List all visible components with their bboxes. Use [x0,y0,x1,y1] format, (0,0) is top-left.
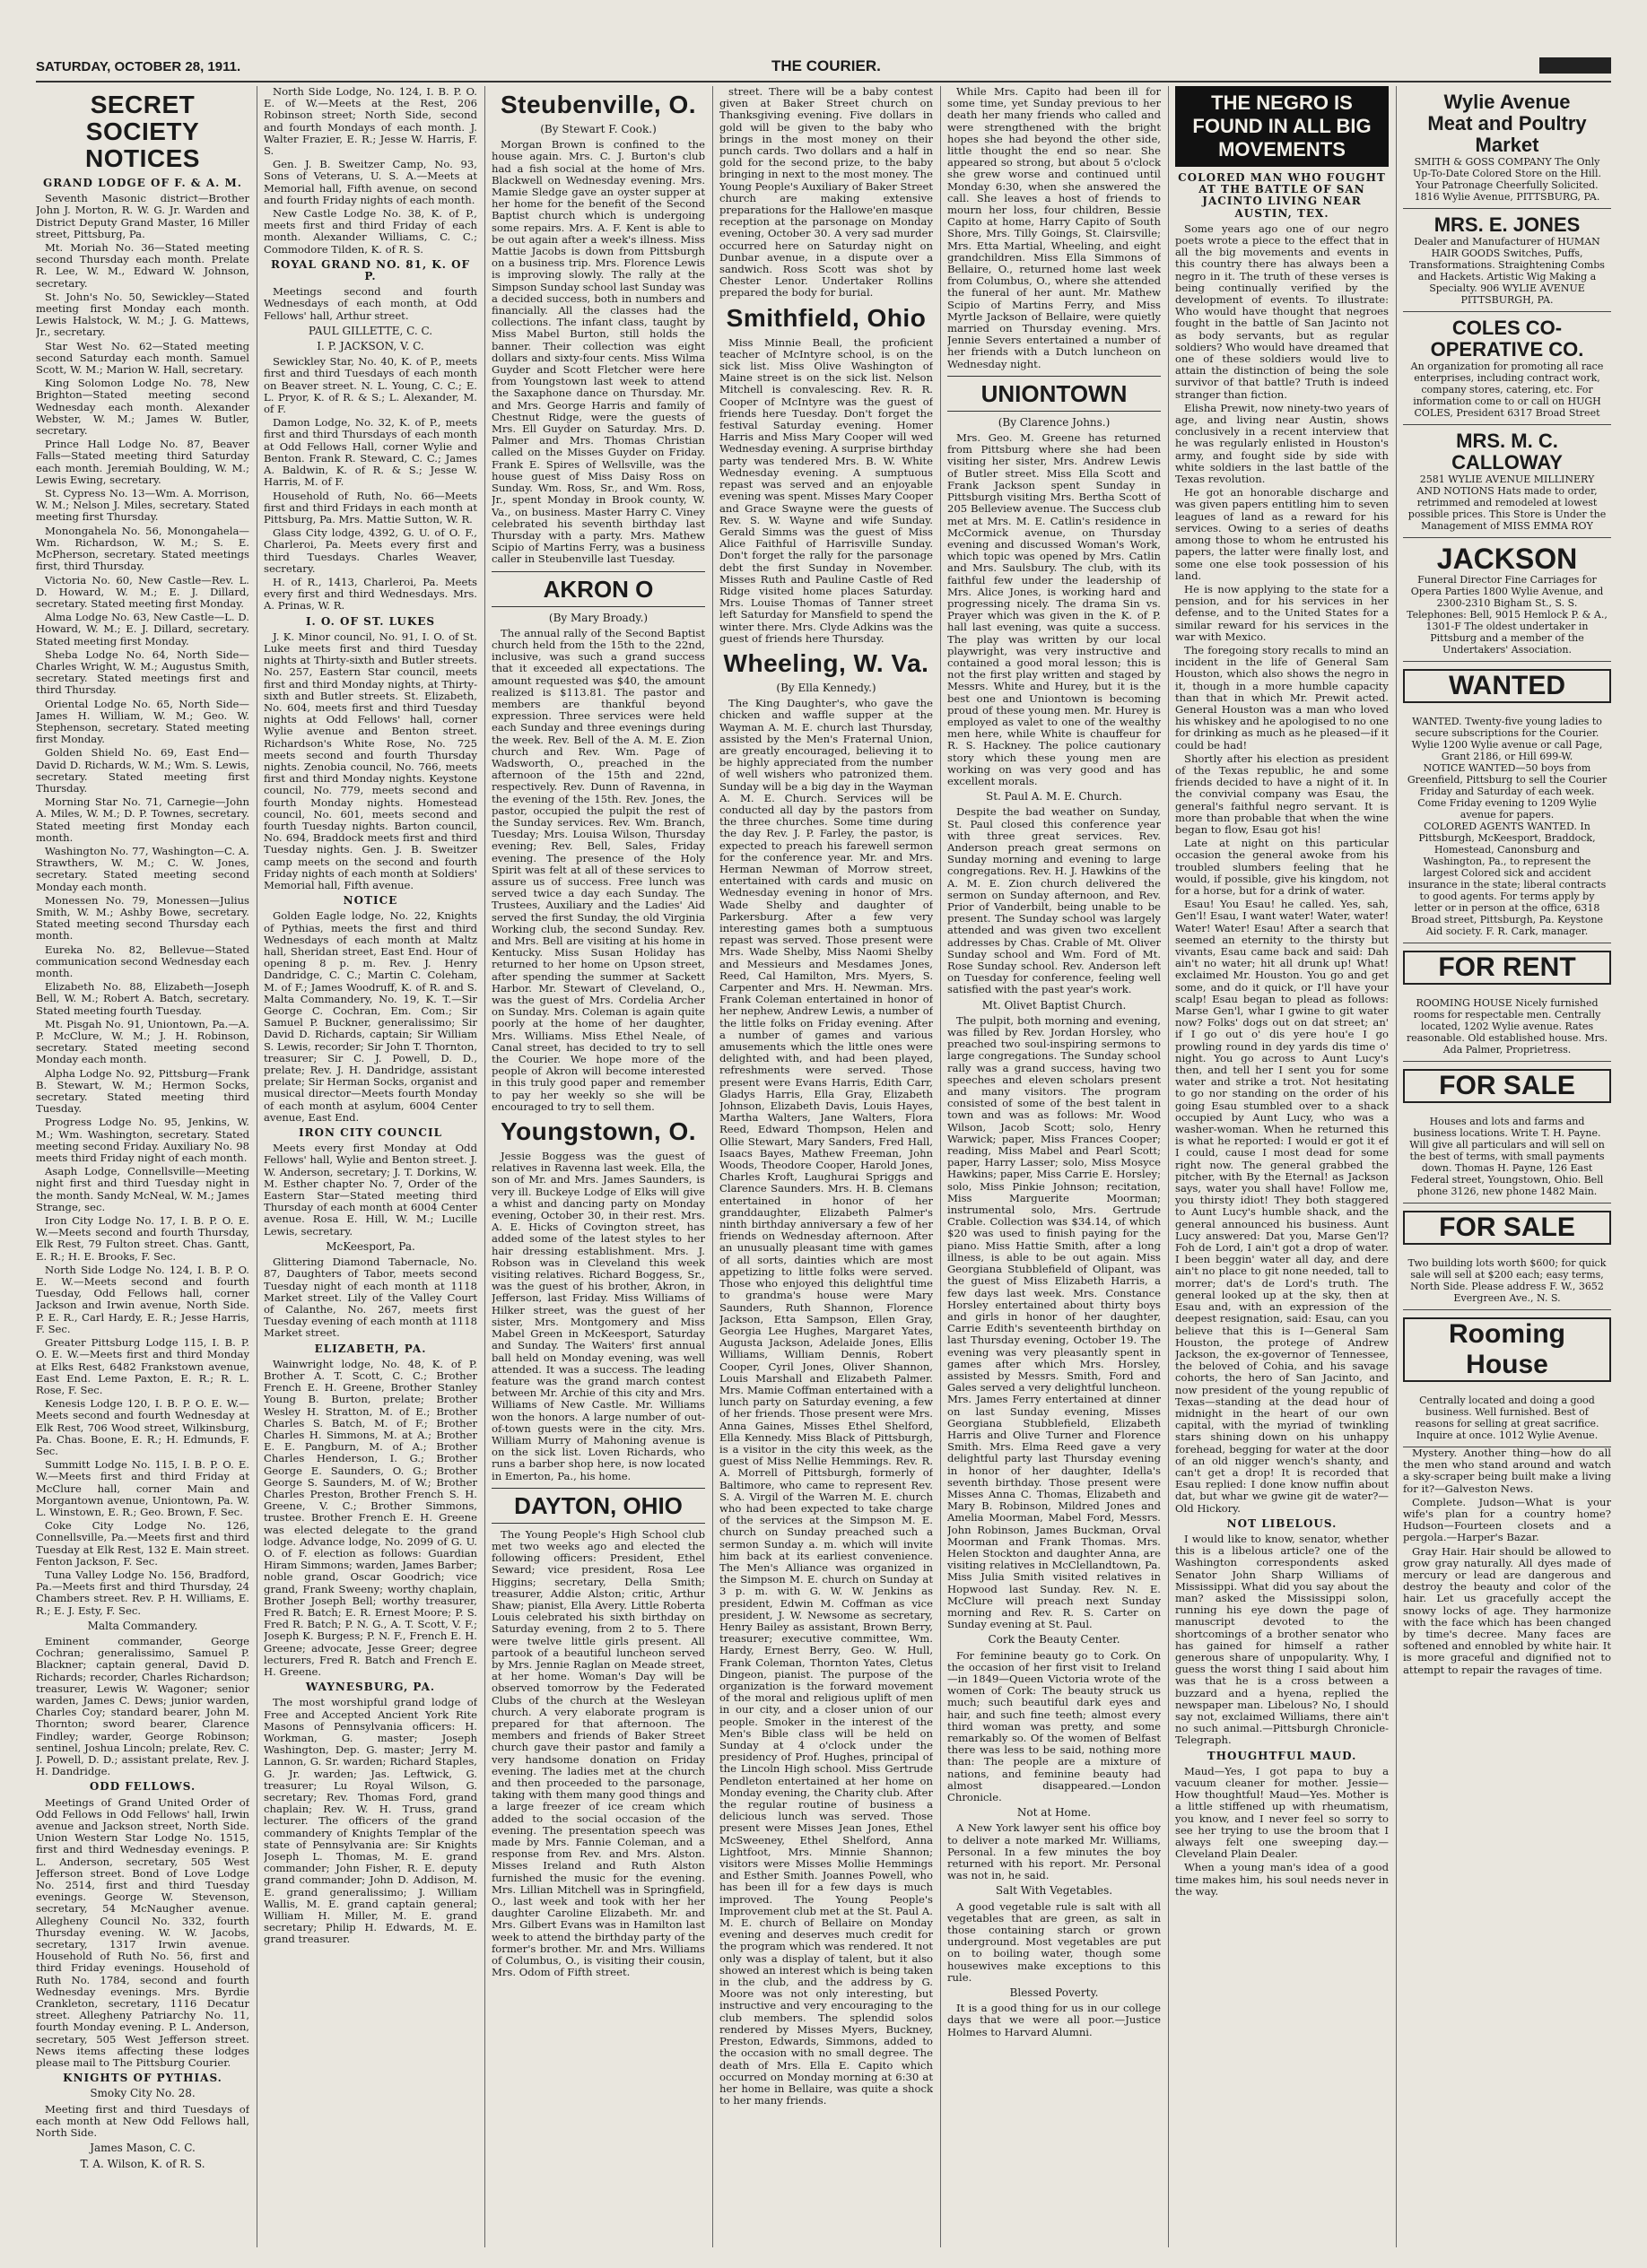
paper-name: THE COURIER. [771,57,881,74]
wanted-heading: WANTED [1403,669,1611,703]
wheeling-paragraph: The King Daughter's, who gave the chicken and waffle supper at the Wayman A. M. E. church last Thursday, assisted by the Men's Fraternal Union, are greatly encouraged, believing it to be highly appreciated from the number of well wishers who patronized them. Sunday will be a big day in the Wayman A. M. E. Church. Services will be conducted all day by the pastors from the three churches. Some time during the day Rev. J. P. Farley, the pastor, is expected to preach his farewell sermon for the conference year. Mr. and Mrs. Herman Newman of Morrow street, entertained with cards and music on Wednesday evening in honor of Mrs. Wade Shelby and daughter of Parkersburg. After a few very interesting games both a sumptuous repast was served. Those present were Mrs. Wade Shelby, Miss Naomi Shelby and Messieurs and Mesdames Jones, Reed, Cal Hamilton, Mrs. Myers, S. Carpenter and Mrs. H. Newman. Mrs. Frank Coleman entertained in honor of her nephew, Andrew Lewis, a number of the little folks on Friday evening. After a number of games and various amusements which the little ones were delighted with, and had been played, refreshments were served. Those present were Evans Harris, Edith Carr, Gladys Harris, Ella Gray, Elizabeth Johnson, Elizabeth Davis, Louis Hayes, Martha Walters, Jane Walters, Flora Reed, Edward Thompson, Helen and Ollie Stewart, Mary Sanders, Fred Hall, Isaacs Bayes, Mathew Freeman, John Woods, Theodore Cooper, Harold Jones, Charles Kroft, Laughurai Spriggs and Clarence Saunders. Mrs. H. B. Clemans entertained in honor of her granddaughter, Elizabeth Palmer's ninth birthday anniversary a few of her friends on Wednesday afternoon. After an unusually pleasant time with games of all sorts, dainties which are most appetizing to little folks were served. Those who enjoyed this delightful time to grandma's house were Mary Saunders, Ruth Shannon, Florence Jackson, Etta Sampson, Ellen Gray, Georgia Lee Hughes, Margaret Yates, Augusta Jackson, Adelaide Jones, Ellis Williams, William Dennis, Robert Cooper, Cyril Jones, Oliver Shannon, Louis Marshall and Elizabeth Palmer. Mrs. Mamie Coffman entertained with a lunch party on Saturday evening, a few of her friends. Those present were Mrs. Anna Gaines, Misses Ethel Shelford, Ella Kennedy. Miss Black of Pittsburgh, is a visitor in the city this week, as the guest of Miss Nellie Hemmings. Rev. R. A. Morrell of Pittsburgh, formerly of Baltimore, who came to represent Rev. S. A. Virgil of the Warren M. E. church who had been expected to take charge of the services at the Simpson M. E. church on Sunday preached such a sermon Sunday a. m. which will invite him back at its earliest convenience. The Men's Alliance was organized in the Simpson M. E. church on Sunday at 3 p. m. with G. W. W. Jenkins as president, Edwin M. Coffman as vice president, J. W. Newsome as secretary, Henry Bailey as assistant, Brown Berry, treasurer; executive committee, Wm. Hardy, Ernest Berry, Geo. W. Hull, Frank Coleman, Thornton Yates, Cletus Dingeon, pianist. The purpose of the organization is the forward movement of the moral and religious uplift of men in our city, and a closer union of our people. Smoker in the interest of the Men's Bible class will be held on Sunday at 4 o'clock under the presidency of Prof. Hughes, principal of the Lincoln High school. Miss Gertrude Pendleton entertained at her home on Monday evening, the Charity club. After the regular routine of business a delicious lunch was served. Those present were Misses Jean Jones, Ethel McSweeney, Ethel Shelford, Anna Lightfoot, Mrs. Minnie Shannon; visitors were Misses Mollie Hemmings and Esther Smith. Joannes Powell, who has been ill for a few days is much improved. The Young People's Improvement club met at the St. Paul A. M. E. church of Bellaire on Monday evening and deserves much credit for the program which was rendered. It not only was a display of talent, but it also showed an interest which is being taken in the club, and the address by G. Moore was not only interesting, but instructive and very encouraging to the club members. The splendid solos rendered by Misses Myers, Buckney, Preston, Edwards, Simmons, added to the occasion with no small degree. The death of Mrs. Ella E. Capito which occurred on Monday morning at 6:30 at her home in Bellaire, was quite a shock to her many friends. [719,697,933,2107]
secret-society-heading: SECRET SOCIETY NOTICES [85,91,200,172]
negro-movements-heading: THE NEGRO IS FOUND IN ALL BIG MOVEMENTS [1175,86,1389,167]
article-paragraph: Some years ago one of our negro poets wrote a piece to the effect that in all the big movements and events in this country there has always been a negro in it. The truth of these verses is being continually verified by the development of events. To illustrate: Who would have thought that negroes fought in the battle of San Jacinto not as body servants, but as regular soldiers? Who would have dreamed that one of these soldiers would live to attain the distinction of being the sole survivor of that battle? Truth is indeed stranger than fiction. [1175,222,1389,401]
waynesburg-heading: WAYNESBURG, PA. [305,1681,436,1694]
not-at-home-heading: Not at Home. [1016,1806,1092,1820]
smithfield-heading: Smithfield, Ohio [726,303,927,332]
notice-text: NOTICE WANTED—50 boys from Greenfield, Pittsburg to sell the Courier Friday and Saturday of each week. Come Friday evening to 1209 Wylie avenue for papers. [1407,762,1608,821]
salt-heading: Salt With Vegetables. [995,1884,1113,1898]
notice-paragraph: Sheba Lodge No. 64, North Side—Charles Wright, W. M.; Augustus Smith, secretary. Stated meetings first and third Thursday. [36,647,249,697]
poverty-paragraph: It is a good thing for us in our college days that we were all poor.—Justice Holmes to Harvard Alumni. [947,2002,1161,2038]
cork-paragraph: For feminine beauty go to Cork. On the occasion of her first visit to Ireland—in 1849—Queen Victoria wrote of the women of Cork: The beauty struck us much; such beautiful dark eyes and hair, and such fine teeth; almost every third woman was pretty, and some remarkably so. Of the women of Belfast there was less to be said, nothing more than: The people are a mixture of nations, and feminine beauty had almost disappeared.—London Chronicle. [947,1648,1161,1804]
notice-paragraph: Damon Lodge, No. 32, K. of P., meets first and third Thursdays of each month at Odd Fellows Hall, corner Wylie and Benton. Frank R. Steward, C. C.; James A. Baldwin, K. of R. & S.; Jesse W. Harris, M. of F. [264,416,477,489]
mt-olivet-paragraph: The pulpit, both morning and evening, was filled by Rev. Jordan Horsley, who preached two soul-inspiring sermons to large congregations. The Sunday school rally was a grand success, having two speeches and eleven scholars present and many visitors. The program consisted of some of the best talent in town and was as follows: Mr. Wood Wilson, Jacob Scott; solo, Henry Warwick; paper, Miss Frances Cooper; reading, Miss Mabel and Pearl Scott; paper, Harry Lasser; solo, Miss Mosyce Hawkins; paper, Miss Carrie E. Horsley; solo, Miss Pinkie Johnson; recitation, Miss Marguerite Moorman; instrumental solo, Mrs. Gertrude Crable. Collection was $34.14, of which $20 was used to finish paying for the piano. Miss Hattie Smith, after a long illness, is able to be out again. Miss Georgiana Stubblefield of Olipant, was the guest of Miss Elizabeth Harris, a few days last week. Mrs. Constance Horsley entertained about thirty boys and girls in honor of her daughter, Carrie Edith's seventeenth birthday on last Thursday evening, October 19. The evening was very pleasantly spent in games after which Mrs. Horsley, assisted by Messrs. Smith, Ford and Gales served a very delightful luncheon. Mrs. James Ferry entertained at dinner on last Sunday evening, Misses Georgiana Stubblefield, Elizabeth Harris and Olive Turner and Florence Smith. Mrs. Elma Reed gave a very delightful party last Thursday evening in honor of her daughter, Idella's seventh birthday. Those present were Misses Anna C. Thomas, Elizabeth and Mary B. Robinson, Mildred Jones and Amelia Moorman, Mabel Ford, Messrs. John Robinson, James Buckman, Orval Moorman and Frank Thomas. Mrs. Helen Stockton and daughter Anna, are visiting relatives in McClellandtown, Pa. Miss Julia Smith visited relatives in Hopwood last Sunday. Rev. N. E. McClure will preach next Sunday morning and Rev. R. S. Carter on Sunday evening at St. Paul. [947,1013,1161,1631]
notice-paragraph: St. John's No. 50, Sewickley—Stated meeting first Monday each month. Lewis Halstock, W. M.; J. G. Mattews, Jr., secretary. [36,290,249,339]
jones-ad-text: Dealer and Manufacturer of HUMAN HAIR GOODS Switches, Puffs, Transformations. Straightening Combs and Hackets. Artistic Wig Making a Specialty. 906 WYLIE AVENUE PITTSBURGH, PA. [1409,236,1605,306]
rooming-text: Centrally located and doing a good business. Well furnished. Best of reasons for selling at great sacrifice. Inquire at once. 1012 Wylie Avenue. [1415,1395,1599,1441]
smithfield-paragraph: Miss Minnie Beall, the proficient teacher of McIntyre school, is on the sick list. Miss Olive Washington of Maine street is on the sick list. Nelson Mitchell is convalescing. Rev. R. R. Cooper of McIntyre was the guest of friends here Tuesday. Don't forget the festival Saturday evening. Homer Harris and Miss Mary Cooper will wed Wednesday evening. A surprise birthday party was tendered Mrs. B. W. White Wednesday evening. A sumptuous repast was served and an enjoyable evening was spent. Misses Mary Cooper and Grace Swayne were the guests of Rev. S. W. Wayne and wife Sunday. Gerald Simms was the guest of Miss Alice Faithful of Harrisville Sunday. Don't forget the rally for the parsonage debt the first Sunday in November. Misses Ruth and Pauline Castle of Red Ridge visited home places Saturday. Mrs. Louise Thomas of Tanner street left Saturday for Mansfield to spend the winter there. Mrs. Clyde Adkins was the guest of friends here Thursday. [719,335,933,645]
royal-paragraph: Meetings second and fourth Wednesdays of each month, at Odd Fellows' hall, Arthur street. [264,285,477,322]
akron-heading: AKRON O [492,571,705,607]
notice-paragraph: Household of Ruth, No. 66—Meets first and third Fridays in each month at Pittsburg, Pa. Mrs. Mattie Sutton, W. R. [264,489,477,526]
rooming-ad [1403,1389,1611,1447]
article-paragraph: He is now applying to the state for a pension, and for his services in her defense, and to the United States for a similar reward for his services in the war with Mexico. [1175,582,1389,643]
jackson-ad-text: Funeral Director Fine Carriages for Opera Parties 1800 Wylie Avenue, and 2300-2310 Bigham St., S. S. Telephones: Bell, 9015 Hemlock P. & A., 1301-F The oldest undertaker in Pittsburg and a member of the Undertakers' Association. [1407,574,1608,656]
coles-ad-text: An organization for promoting all race enterprises, including contract work, company stores, catering, etc. For information come to or call on HUGH COLES, President 6317 Broad Street [1410,361,1604,419]
notice-paragraph: Golden Shield No. 69, East End—David D. Richards, W. M.; Wm. S. Lewis, secretary. Stated meeting first Thursday. [36,746,249,795]
sale-text: Two building lots worth $600; for quick sale will sell at $200 each; easy terms, North Side. Please address F. W., 3652 Evergreen Ave., N. S. [1407,1257,1607,1304]
closing-paragraph: When a young man's idea of a good time makes him, his soul needs never in the way. [1175,1861,1389,1898]
waynesburg-paragraph: The most worshipful grand lodge of Free and Accepted Ancient York Rite Masons of Pennsylvania officers: H. Workman, G. master; Joseph Washington, Dep. G. master; Jerry M. Lannon, G. Sr. warden; Richard Staples, G. Jr. warden; Jas. Leftwick, G. treasurer; Lu Royal Wilson, G. secretary; Rev. Thomas Ford, grand chaplain; Rev. W. H. Truss, grand lecturer. The officers of the grand commandery of Knights Templar of the state of Pennsylvania are: Sir Knights Joseph L. Thomas, M. E. grand commander; John Fisher, R. E. deputy grand commander; John D. Addison, M. E. grand generalissimo; J. William Wallis, M. E. grand captain general; William H. Miller, M. E. grand secretary; Philip H. Edwards, M. E. grand treasurer. [264,1696,477,1946]
kp-lodge: Smoky City No. 28. [90,2087,196,2100]
sale-ad [1403,1110,1611,1204]
notice-paragraph: Progress Lodge No. 95, Jenkins, W. M.; Wm. Washington, secretary. Stated meeting second Friday. Auxiliary No. 98 meets third Friday night of each month. [36,1116,249,1165]
notice-paragraph: Oriental Lodge No. 65, North Side—James H. William, W. M.; Geo. W. Stephenson, secretary. Stated meeting first Monday. [36,697,249,746]
steubenville-heading: Steubenville, O. [500,91,697,118]
mckeesport-heading: McKeesport, Pa. [326,1239,415,1253]
akron-byline: (By Mary Broady.) [548,611,649,624]
complete-paragraph: Complete. Judson—What is your wife's plan for a country home? Hudson—Fourteen closets and a pergola.—Harper's Bazar. [1403,1495,1611,1544]
notice-paragraph: Prince Hall Lodge No. 87, Beaver Falls—Stated meeting third Saturday each month. Jeremiah Boulding, W. M.; Lewis Ewing, secretary. [36,438,249,486]
notice-paragraph: Glass City lodge, 4392, G. U. of O. F., Charleroi, Pa. Meets every first and third Tuesdays. Charles Weaver, secretary. [264,526,477,575]
not-libelous-heading: NOT LIBELOUS. [1226,1516,1338,1530]
column-divider [1168,86,1169,2247]
market-ad-title: Meat and Poultry Market [1427,112,1587,156]
jackson-ad-title: JACKSON [1436,543,1578,575]
steubenville-byline: (By Stewart F. Cook.) [540,123,657,135]
mystery-paragraph: Mystery. Another thing—how do all the men who stand around and watch a sky-scraper being built make a living for it?—Galveston News. [1403,1447,1611,1495]
elizabeth-paragraph: Wainwright lodge, No. 48, K. of P. Brother A. T. Scott, C. C.; Brother French E. H. Greene, Brother Stanley Young B. Burton, prelate; Brother Wesley H. Stratton, M. of E.; Brother Charles S. Batch, M. of F.; Brother Charles H. Simmons, M. at A.; Brother E. E. Pangburn, M. of A.; Brother Charles Henderson, I. G.; Brother George E. Saunders, O. G.; Brother George S. Saunders, M. of W.; Brother Charles Preston, Brother French S. H. Greene, V. C.; Brother Simmons, trustee. Brother French E. H. Greene was elected delegate to the grand lodge. Advance lodge, No. 2099 of G. U. O. of F. election as follows: Guardian Hiram Simmons; warden, James Barber; noble grand, Oscar Goodrich; vice grand, Frank Sweeny; worthy chaplain, Brother Joseph Bell; worthy treasurer, Fred R. Batch; E. R. Ernest Moore; P. S. Fred R. Batch; P. N. G., A. T. Scott, V. F.; Joseph K. Burgess; P. N. F., French E. H. Greene; advocate, Jesse Greer; degree lecturers, Fred R. Batch and French E. H. Greene. [264,1357,477,1678]
royal-grand-heading: ROYAL GRAND NO. 81, K. OF P. [270,257,471,283]
rent-text: ROOMING HOUSE Nicely furnished rooms for respectable men. Centrally located, 1202 Wylie avenue. Rates reasonable. Old established house. Mrs. Ada Palmer, Proprietress. [1407,997,1608,1056]
coles-ad [1403,312,1611,425]
royal-signature: PAUL GILLETTE, C. C. [308,324,433,337]
notice-paragraph: Golden Eagle lodge, No. 22, Knights of Pythias, meets the first and third Wednesdays of each month at Maltz hall, Sheridan street, East End. Hour of opening 8 p. m. Rev. J. Henry Dandridge, C. C.; Martin C. Coleham, M. of F.; James Woodruff, K. of R. and S. Malta Commandery, No. 19, K. T.—Sir George C. Cochran, Em. Com.; Sir Samuel P. Buckner, generalissimo; Sir David D. Richards, captain; Sir William S. Lewis, recorder; Sir John T. Thornton, treasurer; Sir C. J. Powell, D. D., prelate; Rev. J. H. Dandridge, assistant prelate; Sir Herman Socks, organist and musical director—Meets fourth Monday of each month at asylum, 6004 Center avenue, East End. [264,909,477,1124]
article-paragraph: Elisha Prewit, now ninety-two years of age, and living near Austin, shows conclusively in a recent interview that he was regularly enlisted in Houston's army, and fought side by side with white soldiers in the last battle of the Texas revolution. [1175,401,1389,486]
poverty-heading: Blessed Poverty. [1009,1986,1099,2000]
issue-date: SATURDAY, OCTOBER 28, 1911. [36,59,241,74]
notice-paragraph: Elizabeth No. 88, Elizabeth—Joseph Bell, W. M.; Robert A. Batch, secretary. Stated meeting fourth Tuesday. [36,980,249,1017]
notice-paragraph: Alpha Lodge No. 92, Pittsburg—Frank B. Stewart, W. M.; Hermon Socks, secretary. Stated meeting third Tuesday. [36,1066,249,1116]
article-paragraph: The foregoing story recalls to mind an incident in the life of General Sam Houston, which also shows the negro in it, though in a more humble capacity than that in which Mr. Prewit acted. General Houston was a man who loved his whiskey and he apologised to no one for drinking as much as he pleased—if it could be had! [1175,643,1389,752]
malta-paragraph: Eminent commander, George Cochran; generalissimo, Samuel P. Blackner; captain general, David D. Richards; recorder, Charles Richardson; treasurer, Lewis W. Wagoner; senior warden, James C. Dews; junior warden, Charles Coy; standard bearer, John M. Thornton; sword bearer, Clarence Findley; warder, George Robinson; sentinel, Joshua Lincoln; prelate, Rev. C. J. Powell, D. D.; assistant prelate, Rev. J. H. Dandridge. [36,1634,249,1778]
notice-paragraph: Coke City Lodge No. 126, Connellsville, Pa.—Meets first and third Tuesday at Elk Rest, 132 E. Main street. Fenton Jackson, F. Sec. [36,1519,249,1568]
notice-paragraph: Mt. Moriah No. 36—Stated meeting second Thursday each month. Prelate R. Lee, W. M., Edward W. Johnson, secretary. [36,241,249,290]
notice-paragraph: Washington No. 77, Washington—C. A. Strawthers, W. M.; C. W. Jones, secretary. Stated meeting second Monday each month. [36,844,249,893]
thoughtful-maud-heading: THOUGHTFUL MAUD. [1207,1749,1357,1762]
odd-fellows-heading: ODD FELLOWS. [89,1780,196,1794]
malta-heading: Malta Commandery. [87,1619,198,1632]
notice-paragraph: Kenesis Lodge 120, I. B. P. O. E. W.—Meets second and fourth Wednesday at Elk Rest, 706 Wood street, Wilkinsburg, Pa. Chas. Boone, E. R.; H. Edmunds, F. Sec. [36,1397,249,1457]
column-2 [264,86,477,2247]
notice-paragraph: Summitt Lodge No. 115, I. B. P. O. E. W.—Meets first and third Friday at McClure hall, corner Main and Morgantown avenue, Uniontown, Pa. W. L. Winstown, E. R.; Geo. Brown, F. Sec. [36,1458,249,1518]
kp-paragraph: Meeting first and third Tuesdays of each month at New Odd Fellows hall, North Side. [36,2102,249,2140]
dayton-paragraph: The Young People's High School club met two weeks ago and elected the following officers: President, Ethel Seward; vice president, Rosa Lee Higgins; secretary, Della Smith; treasurer, Addie Alston; critic, Arthur Shaw; pianist, Ella Avery. Little Roberta Louis celebrated his sixth birthday on Saturday evening, from 2 to 5. There were twelve little girls present. All partook of a beautiful luncheon served by Mrs. Jennie Raglan on Meade street, at her home. Woman's Day will be observed tomorrow by the Federated Clubs of the church at the Wesleyan church. A very elaborate program is prepared for that afternoon. The members and friends of Baker Street church gave their pastor and family a very handsome donation on Friday evening. The ladies met at the church and then proceeded to the parsonage, taking with them many good things and a large freezer of ice cream which added to the social occasion of the evening. The presentation speech was made by Mrs. Fannie Coleman, and a response from Rev. and Mrs. Alston. Misses Ireland and Ruth Alston furnished the music for the evening. Mrs. Lillian Mitchell was in Springfield, O., last week and took with her her daughter Caroline Elizabeth. Mr. and Mrs. Gilbert Evans was in Hamilton last week to attend the birthday party of the former's brother. Mr. and Mrs. Williams of Columbus, O., is visiting their cousin, Mrs. Odom of Fifth street. [492,1527,705,1979]
steubenville-paragraph: Morgan Brown is confined to the house again. Mrs. C. J. Burton's club had a fish social at the home of Mrs. Blackwell on Wednesday evening. Mrs. Mamie Sledge gave an oyster supper at her home for the benefit of the Second Baptist church which is undergoing some repairs. Mrs. A. F. Kent is able to be out again after a week's illness. Miss Mattie Jacobs is down from Pittsburgh on a business trip. Mrs. Florence Lewis is improving slowly. The rally at the Simpson Sunday school last Sunday was a decided success, both in numbers and financially. All the classes had the collections. The infant class, taught by Miss Mabel Burton, still holds the banner. Their collection was eight dollars and sixty-four cents. Miss Wilma Guyder and Scott Fletcher were here from Youngstown last week to attend the Saxaphone dance on Thursday. Mr. and Mrs. George Harris and family of Chestnut Ridge, were the guests of Mrs. Ell Guyder on Saturday. Mrs. D. Palmer and Mrs. Thomas Christian called on the Misses Guyder on Friday. Frank E. Spires of Wellsville, was the house guest of Miss Daisy Ross on Sunday. Wm. Ross, Sr., and Wm. Ross, Jr., spent Monday in Brook county, W. Va., on business. Master Harry C. Viney celebrated his seventh birthday last Thursday with a party. Mrs. Mathew Scipio of Martins Ferry, was a business caller in Steubenville last Tuesday. [492,138,705,566]
notice-paragraph: Monongahela No. 56, Monongahela—Wm. Richardson, W. M.; S. E. McPherson, secretary. Stated meetings first, third Thursday. [36,524,249,573]
notice-paragraph: H. of R., 1413, Charleroi, Pa. Meets every first and third Wednesdays. Mrs. A. Prinas, W. R. [264,575,477,613]
article-paragraph: Shortly after his election as president of the Texas republic, he and some friends decided to have a night of it. In the convivial company was Esau, the general's faithful negro servant. It is more than probable that when the wine began to flow, Esau got his! [1175,752,1389,836]
wheeling-continued: While Mrs. Capito had been ill for some time, yet Sunday previous to her death her many friends who called and were strengthened with the bright hopes she had beyond the other side, little thought the end so near. She appeared so strong, but about 5 o'clock she grew worse and continued until Monday 6:30, when she answered the call. She leaves a host of friends to mourn her loss, four children, Bessie Capito at home, Harry Capito of South Shore, Mrs. Tilly Goings, St. Clairsville; Mrs. Etta Martial, Wheeling, and eight grandchildren. Miss Ella Simmons of Bellaire, O., returned home last week from Columbus, O., where she attended the funeral of her aunt. Mr. Mathew Scipio of Martins Ferry, and Miss Myrtle Jackson of Bellaire, were quietly married on Thursday evening. Mrs. Jennie Severs entertained a number of her friends with a Dutch luncheon on Wednesday night. [947,86,1161,370]
notice-paragraph: Monessen No. 79, Monessen—Julius Smith, W. M.; Ashby Bowe, secretary. Stated meeting second Thursday each month. [36,893,249,943]
royal-signature: I. P. JACKSON, V. C. [317,340,424,353]
notice-paragraph: North Side Lodge No. 124, I. B. P. O. E. W.—Meets second and fourth Tuesday, Odd Fellows hall, corner Jackson and Irwin avenue, North Side. P. E. R., Carl Hardy, E. R.; Jesse Harris, F. Sec. [36,1263,249,1335]
uniontown-heading: UNIONTOWN [947,376,1161,412]
grand-lodge-heading: GRAND LODGE OF F. & A. M. [43,177,242,189]
sale-text: Houses and lots and farms and business locations. Write T. H. Payne. Will give all particulars and will sell on the best of terms, with small payments down. Thomas H. Payne, 126 East Federal street, Youngstown, Ohio. Bell phone 3126, new phone 1482 Main. [1409,1116,1605,1197]
rent-ad [1403,992,1611,1062]
notice-paragraph: Iron City Lodge No. 17, I. B. P. O. E. W.—Meets second and fourth Thursday, Elk Rest, 79 Fulton street. Chas. Gantt, E. R.; H. E. Brooks, F. Sec. [36,1214,249,1263]
akron-paragraph: The annual rally of the Second Baptist church held from the 15th to the 22nd, inclusive, was such a grand success that it exceeded all expectations. The amount requested was $40, the amount realized is $113.81. The pastor and members are thankful beyond expression. Three services were held each Sunday and three evenings during the week. Rev. Bell of the A. M. E. Zion church and Rev. Wm. Page of Wadsworth, O., preached in the afternoon of the 15th and 22nd, respectively. Rev. Dunn of Ravenna, in the evening of the 15th. Rev. Jones, the pastor, occupied the pulpit the rest of the Sunday services. Rev. Wm. Branch, Tuesday; Mrs. Louisa Wilson, Thursday evening; Rev. Bell, Sales, Friday evening. The presence of the Holy Spirit was felt at all of these services to assure us of success. Free lunch was served twice a day each Sunday. The Trustees, Auxiliary and the Ladies' Aid served the first Sunday, the old Virginia Working club, the second Sunday. Rev. and Mrs. Bell are visiting at his home in Kentucky. Miss Susan Holiday has returned to her home on Upson street, after spending the summer at Sackett Harbor. Mr. Stewart of Cleveland, O., was the guest of Mrs. Cordelia Archer on Sunday. Mrs. Coleman is again quite poorly at the home of her daughter, Mrs. Williams. Miss Ethel Neale, of Canal street, has decided to try to sell the Courier. We hope more of the people of Akron will become interested in this truly good paper and remember to pay her weekly so she will be encouraged to try to sell them. [492,626,705,1113]
wheeling-byline: (By Ella Kennedy.) [776,681,876,694]
article-paragraph: Late at night on this particular occasion the general awoke from his troubled slumbers feeling that he would, if possible, give his kingdom, not for a horse, but for a drink of water. [1175,837,1389,897]
column-7-ads [1403,86,1611,2247]
masthead-rule [36,81,1611,83]
notice-paragraph: Asaph Lodge, Connellsville—Meeting night first and third Tuesday night in the month. Sandy McNeal, W. M.; James Strange, sec. [36,1165,249,1213]
cork-heading: Cork the Beauty Center. [988,1633,1120,1647]
sale-ad [1403,1252,1611,1310]
column-6 [1175,86,1389,2247]
page-number-block [1539,57,1611,74]
wanted-text: WANTED. Twenty-five young ladies to secure subscriptions for the Courier. Wylie 1200 Wylie avenue or call Page, Grant 2186, or Hill 699-W. [1411,716,1603,762]
masthead [36,57,1611,79]
mt-olivet-heading: Mt. Olivet Baptist Church. [981,998,1127,1012]
elizabeth-heading: ELIZABETH, PA. [314,1342,427,1355]
iron-city-paragraph: Meets every first Monday at Odd Fellows' hall, Wylie and Benton street. J. W. Anderson, secretary; J. T. Dorkins, W. M. Esther chapter No. 7, Order of the Eastern Star—Stated meeting third Thursday of each month at 6004 Center avenue. Rosa E. Hill, W. M.; Lucille Lewis, secretary. [264,1142,477,1238]
column-3 [492,86,705,2247]
st-lukes-paragraph: J. K. Minor council, No. 91, I. O. of St. Luke meets first and third Tuesday nights at Thirty-sixth and Butler streets. No. 257, Eastern Star council, meets first and third Monday nights, at Thirty-sixth and Butler streets. St. Elizabeth, No. 604, meets first and third Tuesday nights at Odd Fellows' hall, corner Wylie avenue and Benton street. Richardson's White Rose, No. 725 meets second and fourth Thursday nights. Zenobia council, No. 766, meets first and third Monday nights. Keystone council, No. 779, meets second and fourth Monday nights. Homestead council, No. 601, meets second and fourth Tuesday nights. Barton council, No. 694, Braddock meets first and third Tuesday nights. Gen. J. B. Sweitzer camp meets on the second and fourth Friday nights of each month at Soldiers' Memorial hall, Fifth avenue. [264,630,477,891]
salt-paragraph: A good vegetable rule is salt with all vegetables that are green, as salt in those containing starch or grown underground. Most vegetables are put on to boiling water, though some housewives make exceptions to this rule. [947,1899,1161,1984]
notice-paragraph: Tuna Valley Lodge No. 156, Bradford, Pa.—Meets first and third Thursday, 24 Chambers street. Rev. P. H. Williams, E. R.; E. J. Esty, F. Sec. [36,1568,249,1617]
notice-paragraph: Morning Star No. 71, Carnegie—John A. Miles, W. M.; D. P. Townes, secretary. Stated meeting first Monday each month. [36,795,249,844]
notice-paragraph: Alma Lodge No. 63, New Castle—L. D. Howard, W. M.; E. J. Dillard, secretary. Stated meeting first Monday. [36,611,249,647]
not-libelous-paragraph: I would like to know, senator, whether this is a libelous article? one of the Washington correspondents asked Senator John Sharp Williams of Mississippi. What did you say about the man? asked the Mississippi solon, running his eye down the page of manuscript devoted to the shortcomings of a brother senator who has gained for himself a rather generous share of unpopularity. Why, I guess the worst thing I said about him was that he is a cross between a buzzard and a hyena, replied the newspaper man. Libelous? No, I should say not, exclaimed Williams, there ain't no such animal.—Pittsburgh Chronicle-Telegraph. [1175,1532,1389,1747]
wanted-ad [1403,710,1611,943]
article-paragraph: Esau! You Esau! he called. Yes, sah, Gen'l! Esau, I want water! Water, water! Water! Water! Esau! After a search that seemed an eternity to the thirsty but vivants, Esau came back and said: Dah ain't no water; hit all drunk up! What! exclaimed Mr. Houston. You go and get some, and do it quick, or I'll have your scalp! Esau began to plead as follows: Marse Gen'l, whar I gwine to git water now? Folks' dogs out on dat street; an' if I go out o' dis yere hou'e I go prowling round in dey yards dis time o' night. You go across to Aunt Lucy's then, and tell her I sent you for some water and strike a trot. Not hesitating to go nor standing on the order of his going Esau stumbled over to a shack occupied by Aunt Lucy, who was a washer-woman. When he returned this is what he reported: I would er got it ef I could, cause I most dead for some right now. The general grabbed the pitcher, with By the Eternal! as Jackson says, water you shall have! Follow me, you thirsty idiot! They both staggered to Aunt Lucy's humble shack, and the general announced his business. Aunt Lucy answered: Dat you, Marse Gen'l? Foh de Lord, I ain't got a drop of water. I been beggin' water all day, and dere ain't no place to git none needed, tall to morrer; dat's de Lord's truth. The general looked up at the sky, then at Esau and, with an expression of the deepest resignation, said: Esau, can you believe that this is I—General Sam Houston, the protege of Andrew Jackson, the ex-governor of Tennessee, the beloved of Cohia, and his savage cohorts, the hero of San Jacinto, and now president of the young republic of Texas—standing at the dead hour of midnight in the heart of our own capital, with the myriad of twinkling stars shining down on his unhappy forehead, begging for water at the door of an old nigger wench's shanty, and can't get a drop! It is recorded that Esau replied: I done know nuffin about dat, but whar we gwine git de water?—Old Hickory. [1175,898,1389,1515]
negro-movements-subheading: COLORED MAN WHO FOUGHT AT THE BATTLE OF SAN JACINTO LIVING NEAR AUSTIN, TEX. [1178,171,1386,220]
notice-heading: NOTICE [343,894,398,908]
article-paragraph: He got an honorable discharge and was given papers entitling him to seven leagues of land as a reward for his services. Owing to a series of deaths among those to whom he entrusted his papers, the latter were finally lost, and some one else took possession of his land. [1175,486,1389,582]
notice-paragraph: Seventh Masonic district—Brother John J. Morton, R. W. G. Jr. Warden and District Deputy Grand Master, 16 Miller street, Pittsburg, Pa. [36,192,249,240]
column-divider [712,86,713,2247]
coles-ad-title: COLES CO-OPERATIVE CO. [1430,317,1584,361]
dayton-heading: DAYTON, OHIO [492,1488,705,1524]
market-ad-text: SMITH & GOSS COMPANY The Only Up-To-Date Colored Store on the Hill. Your Patronage Cheerfully Solicited. 1816 Wylie Avenue, PITTSBURG, PA. [1413,156,1601,203]
column-1 [36,86,249,2247]
mckeesport-paragraph: Glittering Diamond Tabernacle, No. 87, Daughters of Tabor, meets second Tuesday night of each month at 1118 Market street. Lily of the Valley Court of Calanthe, No. 267, meets first Tuesday evening of each month at 1118 Market street. [264,1256,477,1340]
iron-city-heading: IRON CITY COUNCIL [298,1126,443,1140]
for-sale-heading: FOR SALE [1403,1069,1611,1103]
wheeling-heading: Wheeling, W. Va. [723,648,929,677]
jones-ad-title: MRS. E. JONES [1434,213,1581,236]
market-ad [1403,86,1611,209]
kp-signature: James Mason, C. C. [90,2142,196,2155]
notice-paragraph: Sewickley Star, No. 40, K. of P., meets first and third Tuesdays of each month on Beaver street. N. L. Young, C. C.; E. L. Pryor, K. of R. & S.; L. Alexander, M. of F. [264,355,477,416]
calloway-ad-title: MRS. M. C. CALLOWAY [1451,430,1563,474]
column-divider [484,86,485,2247]
kp-signature: T. A. Wilson, K. of R. S. [80,2157,205,2170]
notice-paragraph: King Solomon Lodge No. 78, New Brighton—Stated meeting second Wednesday each month. Alexander Webster, W. M.; James W. Butler, secretary. [36,377,249,438]
column-4 [719,86,933,2247]
jones-ad [1403,209,1611,312]
rooming-house-heading: Rooming House [1403,1317,1611,1382]
column-divider [940,86,941,2247]
knights-pythias-heading: KNIGHTS OF PYTHIAS. [63,2072,222,2085]
calloway-ad [1403,425,1611,538]
notice-paragraph: North Side Lodge, No. 124, I. B. P. O. E. of W.—Meets at the Rest, 206 Robinson street; North Side, second and fourth Mondays of each month. J. Walter Frazier, E. R.; Jesse W. Harris, F. S. [264,86,477,158]
uniontown-paragraph: Mrs. Geo. M. Greene has returned from Pittsburg where she had been visiting her sister, Mrs. Andrew Lewis of Butler street. Miss Ella Scott and Frank Jackson spent Sunday in Pittsburgh visiting Mrs. Bertha Scott of 205 Belleview avenue. The Success club met at Mrs. M. E. Catlin's residence in McCormick avenue, on Thursday evening and discussed Woman's Work, which topic was opened by Mrs. Catlin and Mrs. Saulsbury. The club, with its faithful few under the leadership of Mrs. Alice Jones, is working hard and progressing nicely. The drama Sin vs. Prayer which was given in the K. of P. hall last evening, was quite a success. The play was written by our local playwright, was very instructive and contained a good moral lesson; this is not the first play written and staged by Messrs. White and Hurey, but it is the best one and Uniontown is becoming proud of these young men. Mr. Hurey is employed as valet to one of the wealthy men here, while White is chauffeur for R. S. Hackney. The police cautionary story which these young men are working on was very good and has excellent morals. [947,431,1161,787]
notice-paragraph: St. Cypress No. 13—Wm. A. Morrison, W. M.; Nelson J. Miles, secretary. Stated meeting first Thursday. [36,487,249,524]
notice-paragraph: Mt. Pisgah No. 91, Uniontown, Pa.—A. P. McClure, W. M.; J. H. Robinson, secretary. Stated meeting second Monday each month. [36,1017,249,1066]
for-rent-heading: FOR RENT [1403,951,1611,985]
column-5 [947,86,1161,2247]
youngstown-heading: Youngstown, O. [500,1117,696,1146]
column-divider [1396,86,1397,2247]
youngstown-paragraph: Jessie Boggess was the guest of relatives in Ravenna last week. Ella, the son of Mr. and Mrs. James Saunders, is very ill. Buckeye Lodge of Elks will give a whist and dancing party on Monday evening, October 30, in their rest. Mrs. A. E. Hicks of Covington street, has added some of the latest styles to her hair dressing establishment. Mrs. J. Robson was in Cleveland this week visiting relatives. Richard Boggess, Sr., was the guest of his brother, Akron, in Jefferson, last Friday. Miss Williams of Hilker street, was the guest of her sister, Mrs. Montgomery and Miss Mabel Green in McKeesport, Saturday and Sunday. The Waiters' first annual ball held on Monday evening, was well attended. It was a success. The leading feature was the grand march contest between Mr. Archie of this city and Mrs. Williams of New Castle. Mr. Williams won the honors. A large number of out-of-town guests were in the city. Mrs. William Murry of Mahoning avenue is on the sick list. Loven Richards, who runs a barber shop here, is now located in Emerton, Pa., his home. [492,1150,705,1482]
notice-paragraph: New Castle Lodge No. 38, K. of P., meets first and third Friday of each month. Alexander Williams, C. C.; Commodore Tilden, K. of R. S. [264,207,477,256]
market-ad-title: Wylie Avenue [1443,91,1571,113]
notice-paragraph: Greater Pittsburg Lodge 115, I. B. P. O. E. W.—Meets first and third Monday at Elks Rest, 6482 Frankstown avenue, East End. Leme Paxton, E. R.; R. L. Rose, F. Sec. [36,1336,249,1396]
st-lukes-heading: I. O. OF ST. LUKES [305,614,436,628]
notice-paragraph: Gen. J. B. Sweitzer Camp, No. 93, Sons of Veterans, U. S. A.—Meets at Memorial hall, Fifth avenue, on second and fourth Friday nights of each month. [264,158,477,206]
thoughtful-maud-paragraph: Maud—Yes, I got papa to buy a vacuum cleaner for mother. Jessie—How thoughtful! Maud—Yes. Mother is a little stiffened up with rheumatism, you know, and I never feel so sorry to see her trying to use the broom that I always felt one sweeping day.—Cleveland Plain Dealer. [1175,1764,1389,1861]
notice-paragraph: Victoria No. 60, New Castle—Rev. L. D. Howard, W. M.; E. J. Dillard, secretary. Stated meeting first Monday. [36,573,249,610]
dayton-continued: street. There will be a baby contest given at Baker Street church on Thanksgiving evening. Five dollars in gold will be given to the baby who brings in the most money on their punch cards. Two dollars and a half in gold for the second prize, to the baby bringing in next to the most money. The Young People's Auxiliary of Baker Street church are making extensive preparations for the Hallowe'en masque reception at the parsonage on Monday evening, October 30. A very sad murder occurred here on Saturday night on Dunbar avenue, in a dispute over a sandwich. Ross Scott was shot by Chester Lenor. Undertaker Rollins prepared the body for burial. [719,86,933,300]
odd-fellows-paragraph: Meetings of Grand United Order of Odd Fellows in Odd Fellows' hall, Irwin avenue and Jackson street, North Side. Union Western Star Lodge No. 1515, first and third Wednesday evenings. P. L. Anderson, secretary, 505 West Jefferson street. Bond of Love Lodge No. 2514, first and third Tuesday evenings. George W. Stevenson, secretary, 54 McNaugher avenue. Allegheny Council No. 332, fourth Thursday evening. W. W. Jacobs, secretary, 1317 Irwin avenue. Household of Ruth No. 56, first and third Friday evenings. Household of Ruth No. 1784, second and fourth Wednesday evenings. Mrs. Byrdie Crankleton, secretary, 1116 Decatur street. Allegheny Patriarchy No. 11, fourth Monday evening. P. L. Anderson, secretary, 505 West Jefferson street. News items affecting these lodges please mail to The Pittsburg Courier. [36,1795,249,2070]
for-sale-heading: FOR SALE [1403,1211,1611,1245]
st-paul-heading: St. Paul A. M. E. Church. [986,790,1122,804]
agents-text: COLORED AGENTS WANTED. In Pittsburgh, McKeesport, Braddock, Homestead, Canonsburg and Washington, Pa., to represent the largest Colored sick and accident insurance in the state; liberal contracts to good agents. For terms apply by letter or in person at the office, 6318 Broad street, Pittsburgh, Pa. Keystone Aid society. F. R. Cark, manager. [1407,821,1607,937]
notice-paragraph: Eureka No. 82, Bellevue—Stated communication second Wednesday each month. [36,943,249,979]
st-paul-paragraph: Despite the bad weather on Sunday, St. Paul closed this conference year with three great services. Rev. Anderson preach great sermons on Sunday morning and evening to large congregations. Rev. H. J. Hawkins of the A. M. E. Zion church delivered the sermon on Sunday afternoon, and Rev. Prior of Vanderbilt, being unable to be present. The Sunday school was largely attended and was given two excellent addresses by Chas. Crable of Mt. Oliver Sunday school and Wm. Ford of Mt. Rose Sunday school. Rev. Anderson left on Tuesday for conference, feeling well satisfied with the past year's work. [947,805,1161,996]
uniontown-byline: (By Clarence Johns.) [998,415,1111,429]
calloway-ad-text: 2581 WYLIE AVENUE MILLINERY AND NOTIONS Hats made to order, retrimmed and remodeled at lowest possible prices. This Store is Under the Management of MISS EMMA ROY [1407,474,1607,532]
gray-hair-paragraph: Gray Hair. Hair should be allowed to grow gray naturally. All dyes made of mercury or lead are dangerous and destroy the beauty and color of the hair. Let us gracefully accept the snowy locks of age. They harmonize with the face which has been changed by time's decree. Many faces are softened and ennobled by white hair. It is more graceful and dignified not to attempt to repair the ravages of time. [1403,1544,1611,1676]
notice-paragraph: Star West No. 62—Stated meeting second Saturday each month. Samuel Scott, W. M.; Marion W. Hall, secretary. [36,339,249,377]
not-at-home-paragraph: A New York lawyer sent his office boy to deliver a note marked Mr. Williams, Personal. In a few minutes the boy returned with his report. Mr. Personal was not in, he said. [947,1821,1161,1882]
jackson-ad [1403,538,1611,662]
